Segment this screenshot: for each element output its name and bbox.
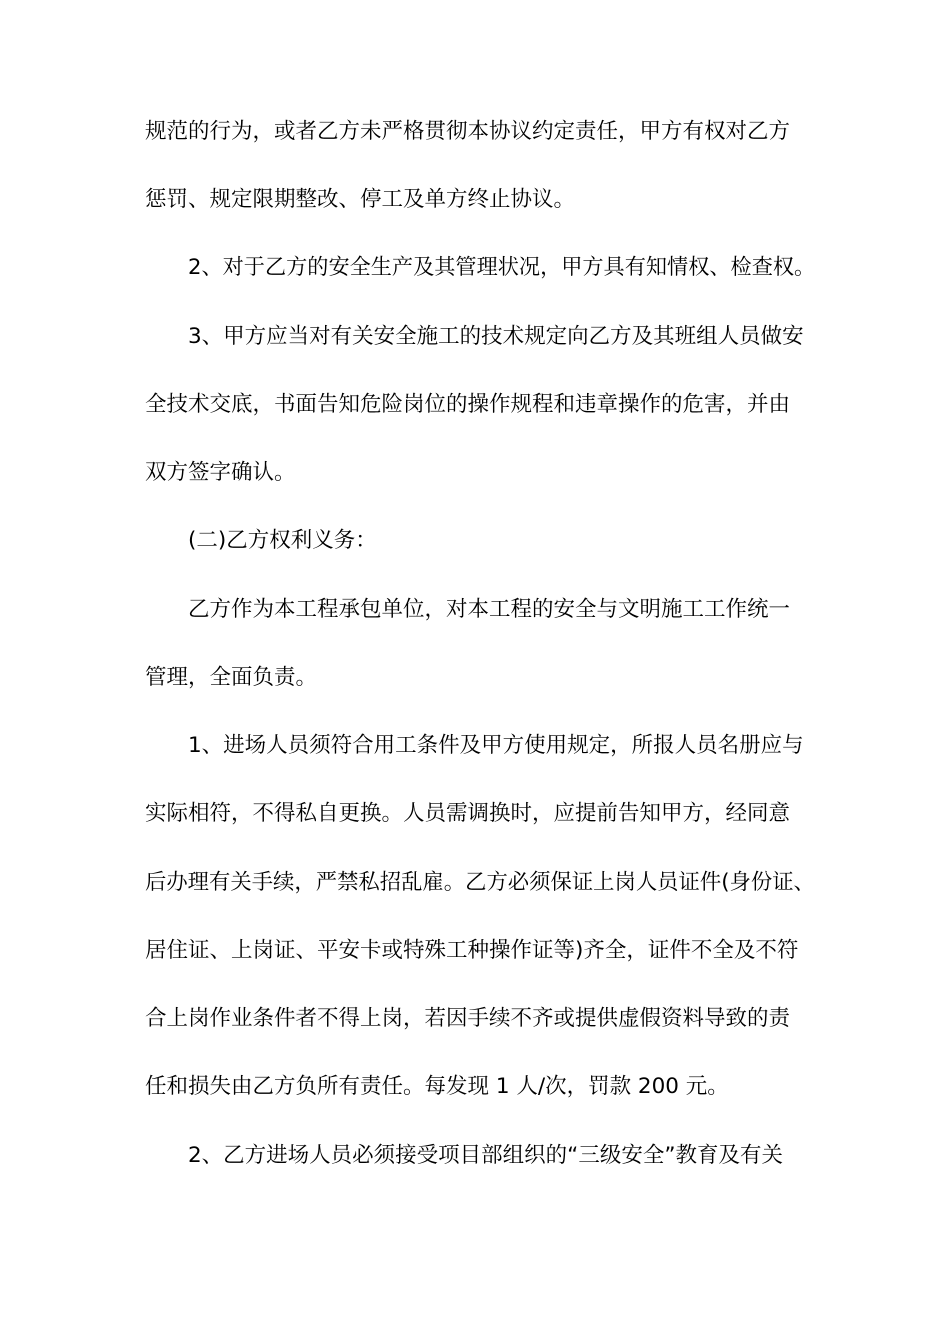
text-line: 居住证、上岗证、平安卡或特殊工种操作证等)齐全，证件不全及不符 [145,938,799,963]
text-line: 后办理有关手续，严禁私招乱雇。乙方必须保证上岗人员证件(身份证、 [145,870,815,895]
section-heading: (二)乙方权利义务： [188,528,377,553]
paragraph-start-line: 2、对于乙方的安全生产及其管理状况，甲方具有知情权、检查权。 [188,255,816,280]
paragraph-start-line: 乙方作为本工程承包单位，对本工程的安全与文明施工工作统一 [188,597,791,622]
paragraph-start-line: 3、甲方应当对有关安全施工的技术规定向乙方及其班组人员做安 [188,324,804,349]
text-line: 双方签字确认。 [145,460,296,485]
text-line: 规范的行为，或者乙方未严格贯彻本协议约定责任，甲方有权对乙方 [145,119,791,144]
text-line: 任和损失由乙方负所有责任。每发现 1 人/次，罚款 200 元。 [145,1074,729,1099]
paragraph-start-line: 1、进场人员须符合用工条件及甲方使用规定，所报人员名册应与 [188,733,804,758]
text-line: 实际相符，不得私自更换。人员需调换时，应提前告知甲方，经同意 [145,801,791,826]
text-line: 全技术交底，书面告知危险岗位的操作规程和违章操作的危害，并由 [145,392,791,417]
text-line: 合上岗作业条件者不得上岗，若因手续不齐或提供虚假资料导致的责 [145,1006,791,1031]
paragraph-start-line: 2、乙方进场人员必须接受项目部组织的“三级安全”教育及有关 [188,1143,783,1168]
text-line: 惩罚、规定限期整改、停工及单方终止协议。 [145,187,576,212]
text-line: 管理，全面负责。 [145,665,318,690]
